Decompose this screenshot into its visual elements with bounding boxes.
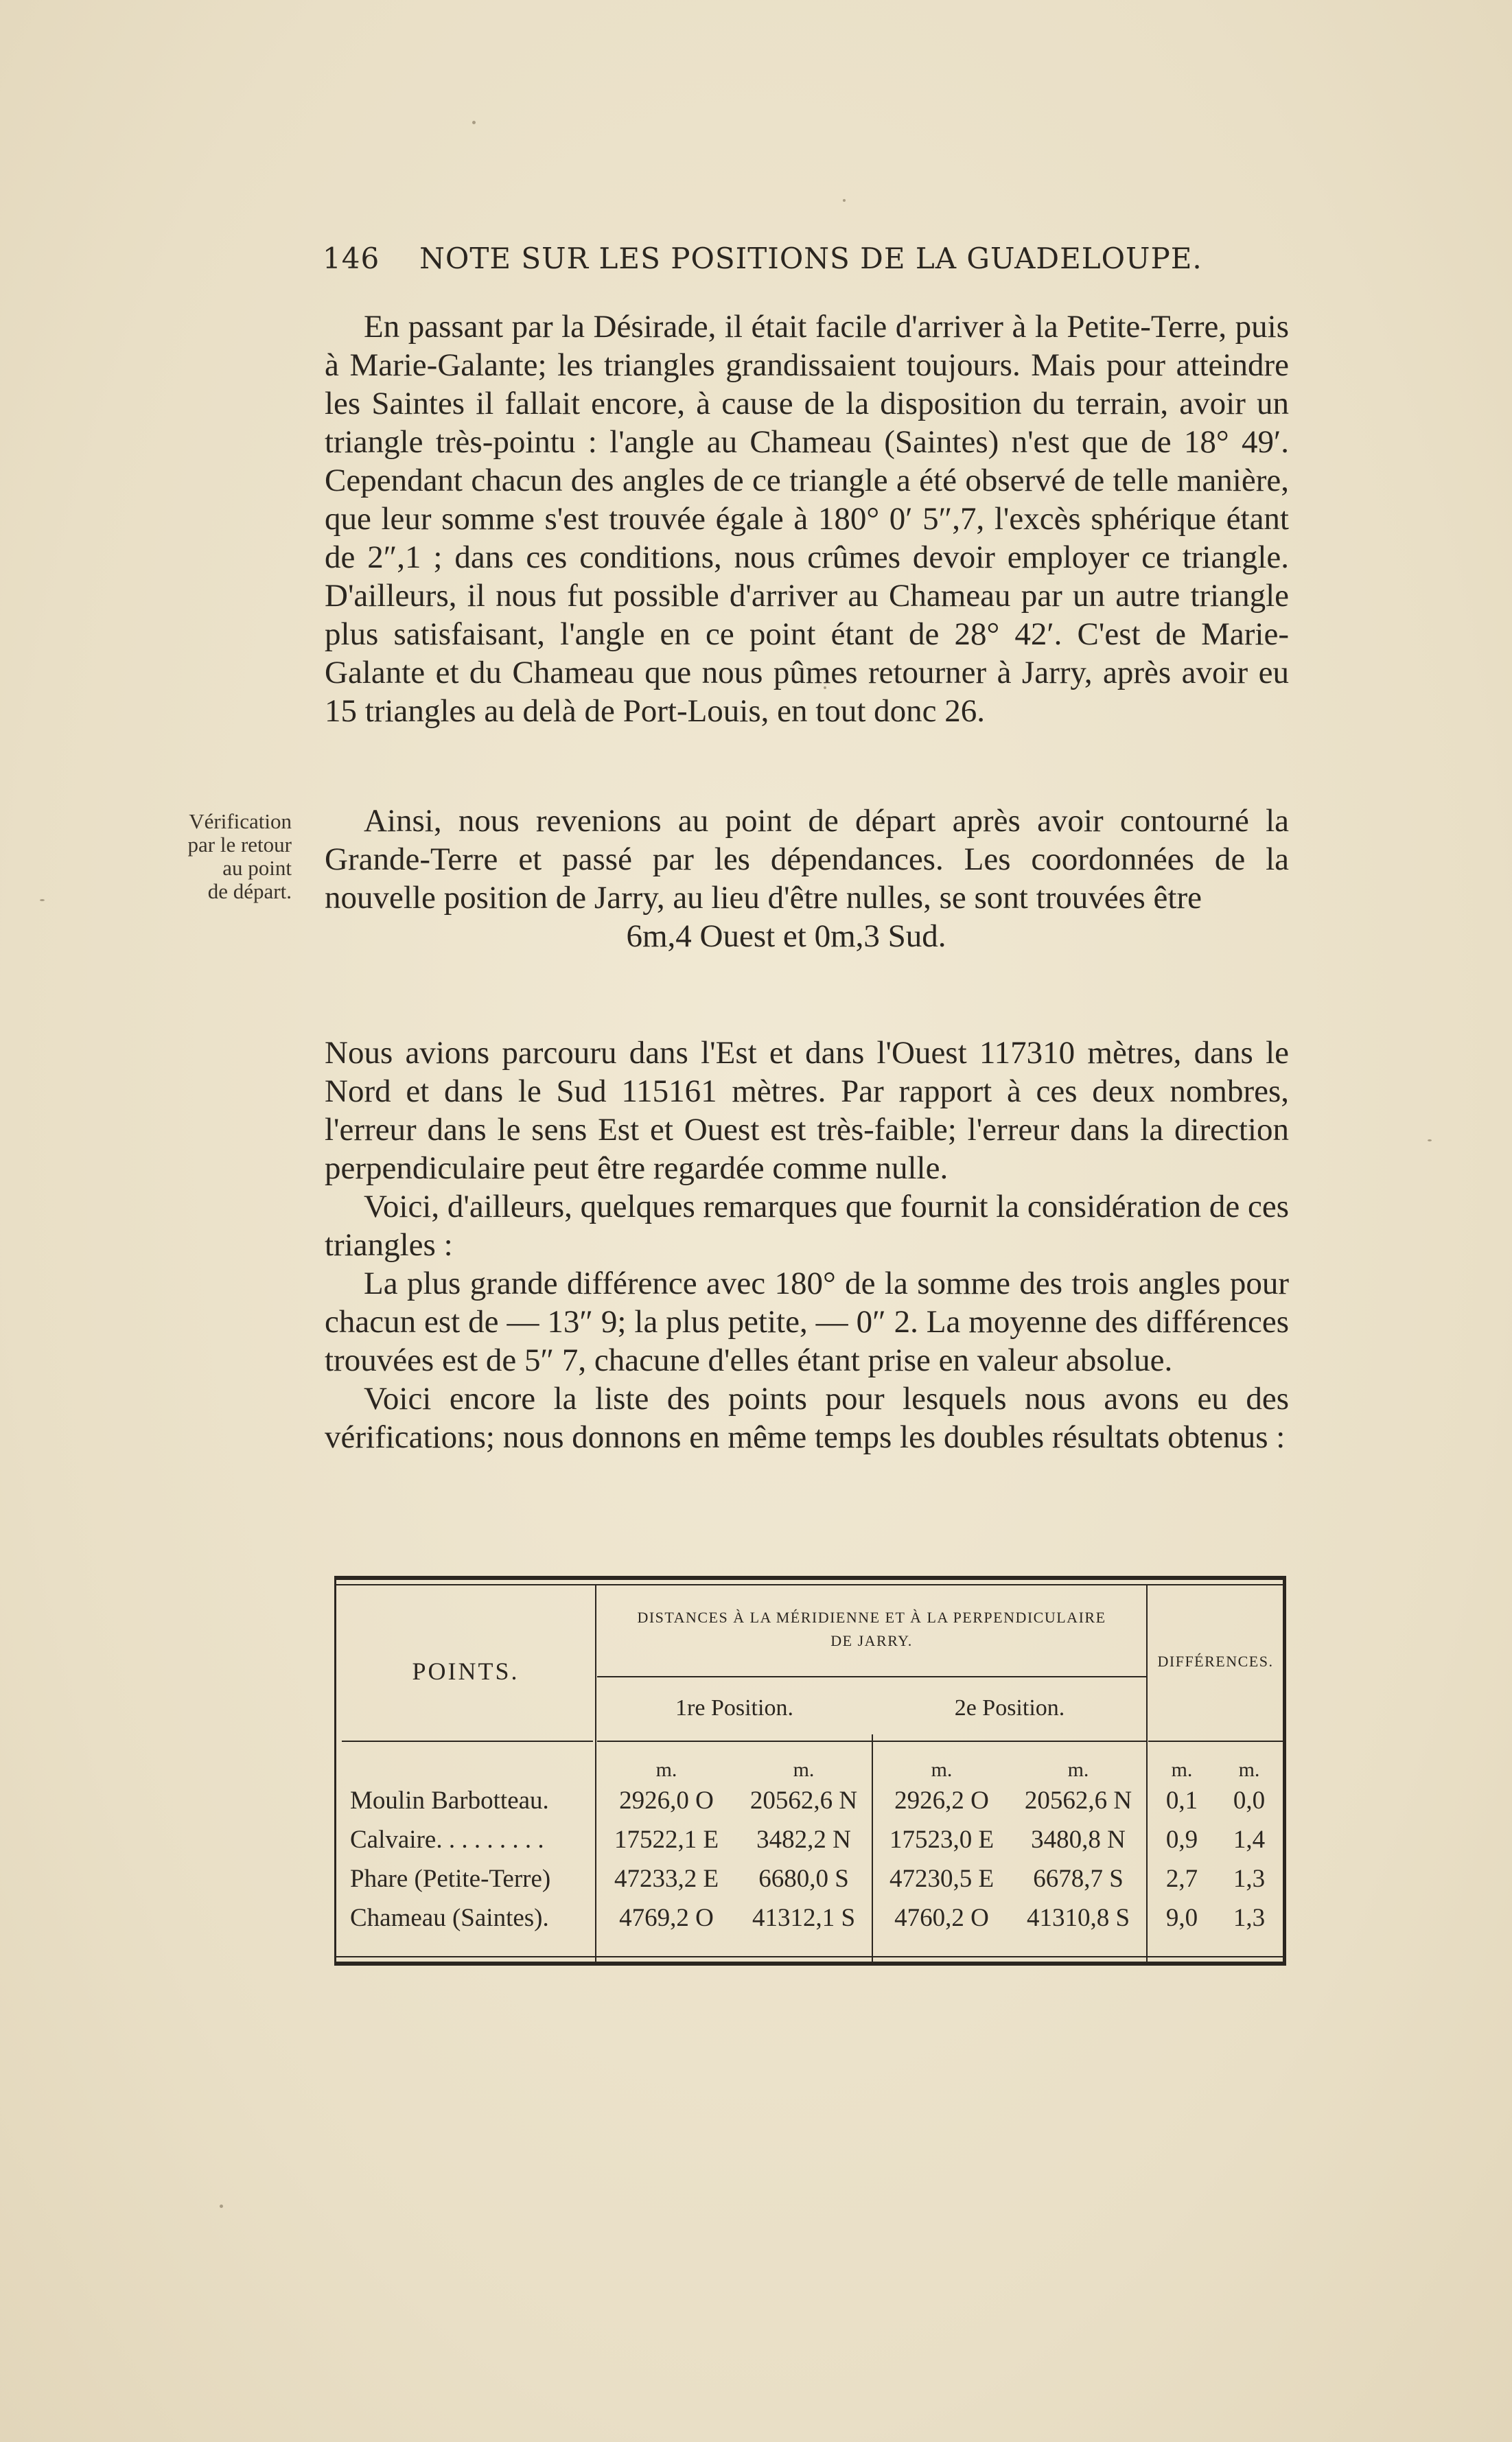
table-cell: 47230,5 E (889, 1865, 995, 1893)
paper-speck (220, 2205, 223, 2208)
table-cell: 2926,2 O (894, 1787, 989, 1815)
table-cell: 6678,7 S (1033, 1865, 1124, 1893)
unit-label: m. (793, 1758, 815, 1781)
paragraph-block-1 (325, 307, 1289, 730)
table-cell: 1,3 (1233, 1904, 1266, 1932)
table-cell: 2,7 (1165, 1865, 1198, 1893)
paragraph: Ainsi, nous revenions au point de départ après avoir contourné la Grande-Terre et passé par les dépendances. Les coordonnées de la nouvelle position de Jarry, au lieu d'être nulles, se sont trouvées être (325, 803, 1289, 916)
table-cell: 6680,0 S (758, 1865, 849, 1893)
paper-speck (1428, 1139, 1432, 1141)
table-cell: 1,3 (1233, 1865, 1266, 1893)
coordinates-line: 6m,4 Ouest et 0m,3 Sud. (626, 918, 946, 954)
table-cell: 17522,1 E (614, 1826, 719, 1854)
paragraph: Nous avions parcouru dans l'Est et dans l'Ouest 117310 mètres, dans le Nord et dans le Sud 115161 mètres. Par rapport à ces deux nombres, l'erreur dans le sens Est et Ouest est très-faible; l'erreur dans la direction perpendiculaire peut être regardée comme nulle. (325, 1035, 1289, 1186)
table-cell: 0,9 (1165, 1826, 1198, 1854)
table-cell-point: Chameau (Saintes). (350, 1904, 549, 1932)
running-header (323, 242, 1297, 275)
table-hline (597, 1741, 1146, 1742)
unit-label: m. (1067, 1758, 1089, 1781)
table-rule (336, 1584, 1283, 1585)
table-cell: 17523,0 E (889, 1826, 995, 1854)
paragraph: Voici, d'ailleurs, quelques remarques que fournit la considération de ces triangles : (325, 1189, 1289, 1263)
running-title: NOTE SUR LES POSITIONS DE LA GUADELOUPE. (419, 242, 1202, 275)
table-cell: 1,4 (1233, 1826, 1266, 1854)
header-points: POINTS. (412, 1658, 520, 1685)
margin-note-line: par le retour (187, 833, 292, 857)
table-cell: 20562,6 N (1024, 1787, 1132, 1815)
paragraph: En passant par la Désirade, il était facile d'arriver à la Petite-Terre, puis à Marie-Galante; les triangles grandissaient toujours. Mais pour atteindre les Saintes il fallait encore, à cause de la disposition du terrain, avoir un triangle très-pointu : l'angle au Chameau (Saintes) n'est que de 18° 49′. Cependant chacun des angles de ce triangle a été observé de telle manière, que leur somme s'est trouvée égale à 180° 0′ 5″,7, l'excès sphérique étant de 2″,1 ; dans ces conditions, nous crûmes devoir employer ce triangle. D'ailleurs, il nous fut possible d'arriver au Chameau par un autre triangle plus satisfaisant, l'angle en ce point étant de 28° 42′. C'est de Marie-Galante et du Chameau que nous pûmes retourner à Jarry, après avoir eu 15 triangles au delà de Port-Louis, en tout donc 26. (325, 309, 1289, 729)
unit-label: m. (655, 1758, 677, 1781)
table-cell: 47233,2 E (614, 1865, 719, 1893)
table-cell: 20562,6 N (749, 1787, 858, 1815)
table-cell-point: Phare (Petite-Terre) (350, 1865, 551, 1893)
table-vline (1146, 1585, 1148, 1964)
paper-speck (40, 899, 45, 901)
unit-label: m. (1171, 1758, 1193, 1781)
paper-speck (472, 121, 476, 124)
paper-speck (843, 199, 846, 202)
table-hline (597, 1676, 1146, 1677)
margin-note (144, 810, 292, 903)
paragraph: La plus grande différence avec 180° de la somme des trois angles pour chacun est de — 13″ 9; la plus petite, — 0″ 2. La moyenne des différences trouvées est de 5″ 7, chacune d'elles étant prise en valeur absolue. (325, 1266, 1289, 1378)
paragraph: Voici encore la liste des points pour lesquels nous avons eu des vérifications; nous donnons en même temps les doubles résultats obtenus : (325, 1381, 1289, 1455)
table-cell: 3480,8 N (1031, 1826, 1126, 1854)
table-vline (595, 1585, 596, 1964)
margin-note-line: de départ. (207, 879, 292, 903)
table-cell-point: Calvaire. . . . . . . . . (350, 1826, 544, 1854)
unit-label: m. (1238, 1758, 1260, 1781)
table-cell: 41312,1 S (752, 1904, 856, 1932)
margin-note-line: au point (222, 856, 292, 880)
header-position-2: 2e Position. (954, 1695, 1065, 1721)
table-cell: 41310,8 S (1026, 1904, 1130, 1932)
header-position-1: 1re Position. (675, 1695, 793, 1721)
table-cell: 4769,2 O (619, 1904, 714, 1932)
table-cell: 9,0 (1165, 1904, 1198, 1932)
table-cell: 0,1 (1165, 1787, 1198, 1815)
table-cell: 3482,2 N (756, 1826, 851, 1854)
table-cell-point: Moulin Barbotteau. (350, 1787, 549, 1815)
table-rule (336, 1956, 1283, 1957)
table-hline (342, 1741, 593, 1742)
unit-label: m. (931, 1758, 953, 1781)
paragraph-block-3 (325, 1034, 1289, 1456)
header-distances: DISTANCES À LA MÉRIDIENNE ET À LA PERPENDICULAIRE (637, 1609, 1106, 1626)
table-cell: 0,0 (1233, 1787, 1266, 1815)
header-distances-sub: DE JARRY. (830, 1632, 913, 1649)
table-cell: 2926,0 O (619, 1787, 714, 1815)
header-differences: DIFFÉRENCES. (1157, 1653, 1274, 1670)
table-cell: 4760,2 O (894, 1904, 989, 1932)
verification-table (334, 1576, 1286, 1966)
paragraph-block-2 (325, 802, 1289, 955)
table-hline (1148, 1741, 1283, 1742)
margin-note-line: Vérification (189, 809, 292, 833)
page-number: 146 (323, 242, 380, 275)
